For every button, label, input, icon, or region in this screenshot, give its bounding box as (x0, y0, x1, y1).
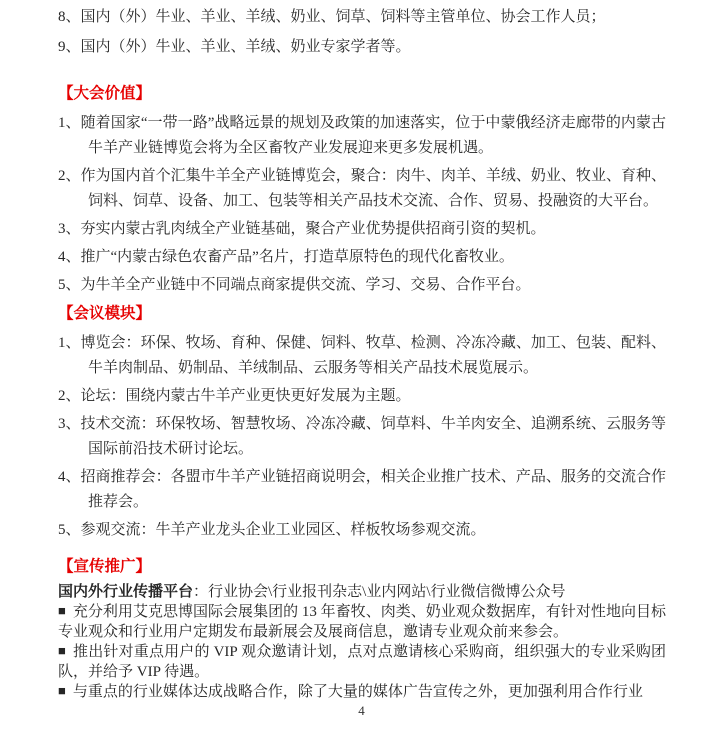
page-number: 4 (358, 703, 365, 718)
promotion-platform-label: 国内外行业传播平台 (58, 584, 194, 600)
conference-value-item-5: 5、为牛羊全产业链中不同端点商家提供交流、学习、交易、合作平台。 (58, 277, 531, 293)
audience-list-item-9: 9、国内（外）牛业、羊业、羊绒、奶业专家学者等。 (58, 39, 411, 55)
audience-list-item-8: 8、国内（外）牛业、羊业、羊绒、奶业、饲草、饲料等主管单位、协会工作人员； (58, 9, 606, 25)
promotion-platform-channels: ：行业协会\行业报刊杂志\业内网站\行业微信微博公众号 (193, 584, 566, 600)
square-bullet-icon: ■ (58, 683, 66, 698)
section-heading-promotion: 【宣传推广】 (58, 558, 152, 575)
promotion-bullet-3-text: 与重点的行业媒体达成战略合作，除了大量的媒体广告宣传之外，更加强利用合作行业 (72, 684, 643, 700)
promotion-platform-line (58, 582, 666, 602)
conference-value-item-4: 4、推广“内蒙古绿色农畜产品”名片，打造草原特色的现代化畜牧业。 (58, 249, 514, 265)
promotion-bullet-3 (58, 682, 666, 702)
conference-value-item-2: 2、作为国内首个汇集牛羊全产业链博览会，聚合：肉牛、肉羊、羊绒、奶业、牧业、育种、饲料、饲草、设备、加工、包装等相关产品技术交流、合作、贸易、投融资的大平台。 (58, 168, 666, 209)
meeting-module-item-4: 4、招商推荐会：各盟市牛羊产业链招商说明会，相关企业推广技术、产品、服务的交流合作推荐会。 (58, 469, 666, 510)
conference-value-item-3: 3、夯实内蒙古乳肉绒全产业链基础，聚合产业优势提供招商引资的契机。 (58, 221, 546, 237)
square-bullet-icon: ■ (58, 643, 67, 658)
section-heading-conference-value: 【大会价值】 (58, 85, 152, 102)
promotion-bullet-1 (58, 602, 666, 642)
conference-value-item-1: 1、随着国家“一带一路”战略远景的规划及政策的加速落实，位于中蒙俄经济走廊带的内蒙古牛羊产业链博览会将为全区畜牧产业发展迎来更多发展机遇。 (58, 115, 666, 156)
section-heading-meeting-modules: 【会议模块】 (58, 305, 152, 322)
meeting-module-item-3: 3、技术交流：环保牧场、智慧牧场、冷冻冷藏、饲草料、牛羊肉安全、追溯系统、云服务等国际前沿技术研讨论坛。 (58, 416, 666, 457)
promotion-bullet-1-text: 充分利用艾克思博国际会展集团的 13 年畜牧、肉类、奶业观众数据库，有针对性地向目标专业观众和行业用户定期发布最新展会及展商信息，邀请专业观众前来参会。 (58, 604, 666, 640)
promotion-bullet-2 (58, 642, 666, 682)
meeting-module-item-1: 1、博览会：环保、牧场、育种、保健、饲料、牧草、检测、冷冻冷藏、加工、包装、配料、牛羊肉制品、奶制品、羊绒制品、云服务等相关产品技术展览展示。 (58, 335, 666, 376)
meeting-module-item-5: 5、参观交流：牛羊产业龙头企业工业园区、样板牧场参观交流。 (58, 522, 486, 538)
promotion-bullet-2-text: 推出针对重点用户的 VIP 观众邀请计划，点对点邀请核心采购商，组织强大的专业采购团队，并给予 VIP 待遇。 (58, 644, 666, 680)
square-bullet-icon: ■ (58, 603, 66, 618)
meeting-module-item-2: 2、论坛：围绕内蒙古牛羊产业更快更好发展为主题。 (58, 388, 411, 404)
document-content (58, 5, 666, 702)
